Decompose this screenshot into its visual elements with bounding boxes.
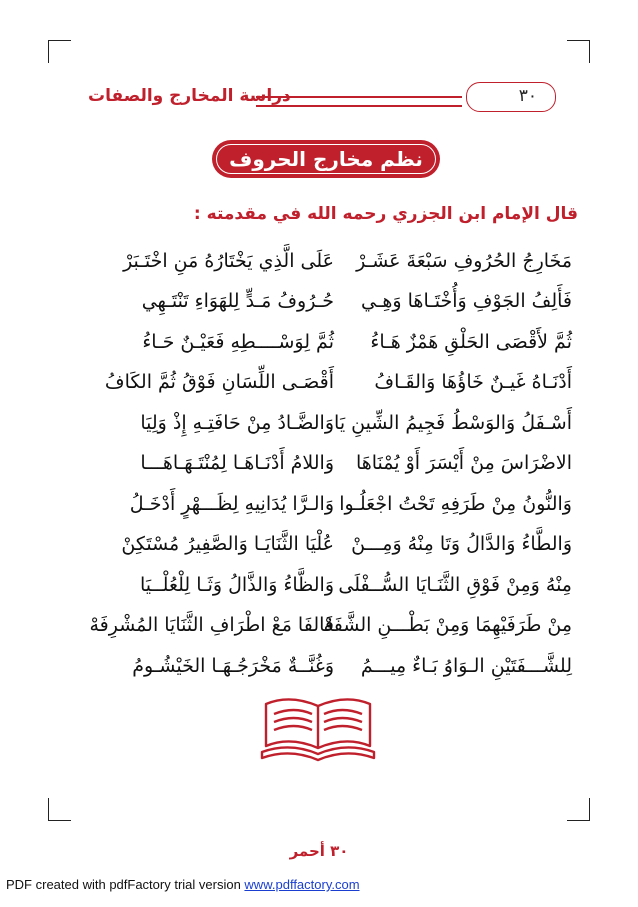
verse-row (60, 250, 578, 280)
verse-first-half: الاضْرَاسَ مِنْ أَيْسَرَ أَوْ يُمْنَاهَا (355, 452, 572, 474)
open-book-icon (260, 690, 376, 766)
verse-second-half: وَالـرَّا يُدَانِيهِ لِظَـــهْرٍ أَدْخَـلُ (129, 493, 334, 515)
verse-row (60, 533, 578, 563)
footer-note: ٣٠ أحمر (289, 842, 349, 860)
verse-row (60, 412, 578, 442)
verse-first-half: مَخَارِجُ الحُرُوفِ سَبْعَةَ عَشَـرْ (356, 250, 572, 272)
corner-mark-bottom-right (567, 798, 590, 821)
pdffactory-link[interactable]: www.pdffactory.com (244, 877, 360, 892)
verse-second-half: عُلْيَا الثَّنَايَـا وَالصَّفِيرُ مُسْتَكِنْ (121, 533, 334, 555)
verse-first-half: مِنْهُ وَمِنْ فَوْقِ الثَّنَـايَا السُّــفْلَى (338, 574, 572, 596)
verse-row (60, 371, 578, 401)
running-title: دراسة المخارج والصفات (88, 86, 291, 106)
title-banner (212, 140, 440, 178)
verse-first-half: فَأَلِفُ الجَوْفِ وَأُخْتَـاهَا وَهِـي (361, 290, 572, 312)
verse-row (60, 574, 578, 604)
corner-mark-bottom-left (48, 798, 71, 821)
pdf-notice (6, 877, 360, 892)
verse-row (60, 493, 578, 523)
verse-second-half: فَالفَا مَعْ اطْرَافِ الثَّنَايَا المُشْرِفَهْ (89, 614, 334, 636)
page-number-badge (466, 82, 556, 112)
verse-first-half: مِنْ طَرَفَيْهِمَا وَمِنْ بَطْـــنِ الشَّفَهْ (323, 614, 572, 636)
verse-row (60, 290, 578, 320)
corner-mark-top-left (48, 40, 71, 63)
verse-second-half: وَالضَّـادُ مِنْ حَافَتِـهِ إِذْ وَلِيَا (140, 412, 334, 434)
intro-line: قال الإمام ابن الجزري رحمه الله في مقدمته : (193, 204, 578, 224)
verse-first-half: وَالنُّونُ مِنْ طَرَفِهِ تَحْتُ اجْعَلُـوا (339, 493, 572, 515)
verse-first-half: وَالطَّاءُ وَالدَّالُ وَتَا مِنْهُ وَمِـــنْ (351, 533, 572, 555)
corner-mark-top-right (567, 40, 590, 63)
verse-row (60, 452, 578, 482)
page-title: نظم مخارج الحروف (229, 147, 423, 171)
verse-second-half: حُـرُوفُ مَـدٍّ لِلهَوَاءِ تَنْتَـهِي (141, 290, 334, 312)
verse-second-half: وَاللامُ أَدْنَـاهَـا لِمُنْتَـهَـاهَـــا (140, 452, 334, 474)
verse-first-half: أَسْـفَلُ وَالوَسْطُ فَجِيمُ الشِّينِ يَا (334, 412, 572, 434)
verse-second-half: ثُمَّ لِوَسْــــطِهِ فَعَيْـنٌ حَـاءُ (142, 331, 334, 353)
verse-first-half: ثُمَّ لأَقْصَى الحَلْقِ هَمْزٌ هَـاءُ (370, 331, 572, 353)
page-header (60, 82, 578, 112)
header-rule (256, 96, 462, 107)
verse-row (60, 614, 578, 644)
verse-first-half: أَدْنَـاهُ غَيـنٌ خَاؤُهَا وَالقَـافُ (374, 371, 572, 393)
pdf-notice-text: PDF created with pdfFactory trial version (6, 877, 245, 892)
verse-second-half: عَلَى الَّذِي يَخْتَارُهُ مَنِ اخْتَـبَرْ (123, 250, 334, 272)
verse-second-half: أَقْصَـى اللِّسَانِ فَوْقُ ثُمَّ الكَافُ (104, 371, 334, 393)
verse-second-half: وَغُنَّــةٌ مَخْرَجُـهَـا الخَيْشُـومُ (132, 655, 334, 677)
verse-first-half: لِلشَّـــفَتَيْنِ الـوَاوُ بَـاءٌ مِيـــمُ (360, 655, 572, 677)
verse-row (60, 655, 578, 685)
verse-row (60, 331, 578, 361)
verse-second-half: وَالظَّاءُ وَالذَّالُ وَثَـا لِلْعُلْــيَا (140, 574, 334, 596)
page-number: ٣٠ (518, 86, 537, 106)
